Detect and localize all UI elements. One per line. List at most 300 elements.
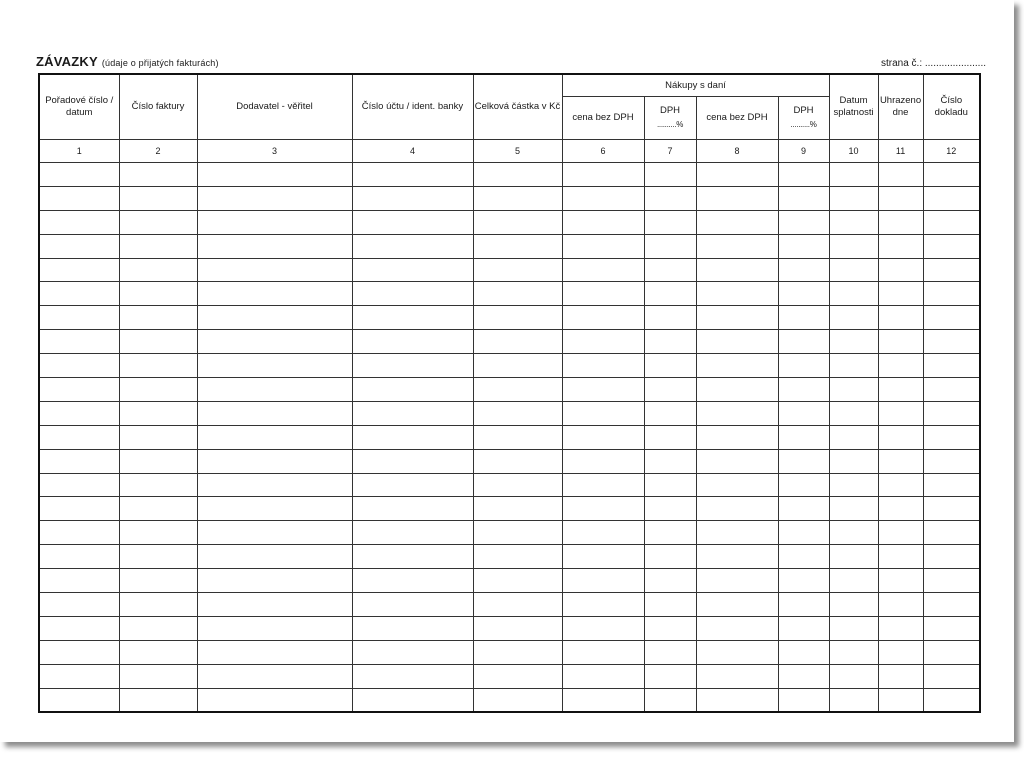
table-cell (473, 688, 562, 712)
table-cell (778, 425, 829, 449)
form-subtitle: (údaje o přijatých fakturách) (101, 58, 219, 68)
table-cell (562, 497, 644, 521)
table-row (39, 473, 980, 497)
table-cell (923, 234, 980, 258)
table-cell (923, 163, 980, 187)
table-cell (473, 378, 562, 402)
table-cell (39, 354, 119, 378)
table-cell (197, 186, 352, 210)
table-cell (352, 234, 473, 258)
col-header-8: cena bez DPH (696, 97, 778, 140)
table-cell (644, 330, 696, 354)
table-cell (197, 616, 352, 640)
table-cell (923, 545, 980, 569)
title-text: ZÁVAZKY (36, 54, 98, 69)
table-cell (39, 497, 119, 521)
table-cell (878, 282, 923, 306)
table-row (39, 163, 980, 187)
table-cell (829, 163, 878, 187)
table-cell (829, 354, 878, 378)
table-cell (923, 449, 980, 473)
table-row (39, 688, 980, 712)
table-cell (197, 401, 352, 425)
col-header-2: Číslo faktury (119, 74, 197, 140)
table-cell (352, 664, 473, 688)
table-cell (197, 521, 352, 545)
table-cell (644, 425, 696, 449)
table-cell (923, 425, 980, 449)
table-cell (473, 258, 562, 282)
table-cell (878, 210, 923, 234)
table-cell (352, 616, 473, 640)
table-cell (829, 449, 878, 473)
table-cell (644, 306, 696, 330)
table-cell (197, 234, 352, 258)
table-cell (473, 593, 562, 617)
table-cell (473, 664, 562, 688)
table-cell (562, 234, 644, 258)
table-cell (778, 163, 829, 187)
table-cell (39, 688, 119, 712)
table-cell (829, 186, 878, 210)
table-cell (696, 688, 778, 712)
table-cell (39, 425, 119, 449)
col-header-6: cena bez DPH (562, 97, 644, 140)
table-row (39, 664, 980, 688)
table-cell (923, 401, 980, 425)
table-cell (119, 330, 197, 354)
table-cell (473, 449, 562, 473)
table-row (39, 521, 980, 545)
column-number: 6 (562, 140, 644, 163)
table-cell (696, 258, 778, 282)
table-cell (197, 473, 352, 497)
table-cell (119, 569, 197, 593)
table-cell (473, 425, 562, 449)
column-number: 10 (829, 140, 878, 163)
table-cell (473, 186, 562, 210)
table-cell (352, 401, 473, 425)
table-cell (923, 354, 980, 378)
table-cell (197, 330, 352, 354)
column-number: 5 (473, 140, 562, 163)
table-cell (644, 210, 696, 234)
table-cell (923, 473, 980, 497)
table-cell (878, 306, 923, 330)
table-cell (39, 186, 119, 210)
table-cell (829, 378, 878, 402)
table-cell (829, 640, 878, 664)
table-cell (562, 306, 644, 330)
table-cell (778, 401, 829, 425)
table-cell (119, 688, 197, 712)
col-header-12: Číslo dokladu (923, 74, 980, 140)
table-cell (562, 616, 644, 640)
table-cell (352, 163, 473, 187)
table-cell (119, 473, 197, 497)
table-cell (778, 234, 829, 258)
table-cell (696, 425, 778, 449)
table-cell (39, 640, 119, 664)
table-cell (696, 473, 778, 497)
col-header-3: Dodavatel - věřitel (197, 74, 352, 140)
table-cell (878, 664, 923, 688)
table-cell (778, 664, 829, 688)
col-header-7-label: DPH (659, 105, 681, 116)
table-cell (39, 545, 119, 569)
table-cell (696, 545, 778, 569)
table-cell (644, 688, 696, 712)
table-cell (352, 449, 473, 473)
table-body (39, 140, 980, 713)
table-cell (473, 521, 562, 545)
table-cell (923, 282, 980, 306)
table-cell (562, 401, 644, 425)
table-cell (119, 593, 197, 617)
table-cell (878, 378, 923, 402)
table-cell (562, 664, 644, 688)
column-number: 1 (39, 140, 119, 163)
table-cell (923, 569, 980, 593)
table-cell (829, 330, 878, 354)
table-cell (39, 282, 119, 306)
table-cell (119, 616, 197, 640)
table-cell (829, 521, 878, 545)
table-cell (197, 569, 352, 593)
table-cell (778, 449, 829, 473)
table-cell (473, 497, 562, 521)
column-number-row (39, 140, 980, 163)
table-cell (878, 640, 923, 664)
table-cell (644, 282, 696, 306)
table-cell (644, 401, 696, 425)
table-cell (878, 449, 923, 473)
table-cell (778, 306, 829, 330)
table-row (39, 545, 980, 569)
table-cell (778, 378, 829, 402)
column-number: 11 (878, 140, 923, 163)
table-cell (562, 473, 644, 497)
table-cell (39, 521, 119, 545)
table-cell (878, 473, 923, 497)
table-cell (878, 688, 923, 712)
table-cell (197, 354, 352, 378)
table-row (39, 449, 980, 473)
table-cell (119, 545, 197, 569)
table-cell (923, 186, 980, 210)
table-cell (562, 186, 644, 210)
table-cell (119, 186, 197, 210)
table-cell (644, 258, 696, 282)
table-cell (562, 163, 644, 187)
table-cell (696, 234, 778, 258)
table-cell (39, 664, 119, 688)
table-cell (39, 378, 119, 402)
table-cell (197, 258, 352, 282)
table-cell (644, 354, 696, 378)
table-cell (696, 186, 778, 210)
table-cell (473, 616, 562, 640)
table-row (39, 616, 980, 640)
table-cell (829, 282, 878, 306)
table-cell (197, 664, 352, 688)
col-header-1: Pořadové číslo / datum (39, 74, 119, 140)
column-number: 7 (644, 140, 696, 163)
table-cell (696, 354, 778, 378)
table-cell (923, 378, 980, 402)
table-cell (562, 688, 644, 712)
table-cell (562, 640, 644, 664)
table-cell (829, 473, 878, 497)
table-cell (778, 640, 829, 664)
table-cell (644, 664, 696, 688)
table-cell (119, 282, 197, 306)
table-row (39, 593, 980, 617)
table-cell (696, 401, 778, 425)
table-cell (352, 258, 473, 282)
table-cell (878, 545, 923, 569)
table-cell (778, 616, 829, 640)
table-cell (644, 449, 696, 473)
table-cell (696, 449, 778, 473)
table-cell (696, 664, 778, 688)
table-cell (923, 497, 980, 521)
table-cell (562, 282, 644, 306)
table-row (39, 354, 980, 378)
table-cell (878, 569, 923, 593)
table-cell (878, 186, 923, 210)
table-cell (197, 497, 352, 521)
table-cell (829, 569, 878, 593)
col-header-10: Datum splatnosti (829, 74, 878, 140)
column-number: 3 (197, 140, 352, 163)
column-number: 9 (778, 140, 829, 163)
table-cell (352, 593, 473, 617)
table-cell (778, 282, 829, 306)
table-cell (39, 306, 119, 330)
col-header-9-label: DPH (793, 105, 814, 116)
table-cell (473, 569, 562, 593)
table-cell (39, 616, 119, 640)
table-cell (644, 593, 696, 617)
table-cell (644, 378, 696, 402)
table-cell (119, 640, 197, 664)
table-cell (778, 688, 829, 712)
table-cell (352, 545, 473, 569)
table-cell (562, 569, 644, 593)
table-row (39, 210, 980, 234)
table-cell (119, 163, 197, 187)
table-row (39, 186, 980, 210)
table-row (39, 640, 980, 664)
table-row (39, 282, 980, 306)
table-cell (119, 210, 197, 234)
table-cell (778, 210, 829, 234)
table-cell (878, 616, 923, 640)
table-cell (644, 616, 696, 640)
table-cell (778, 521, 829, 545)
table-cell (562, 545, 644, 569)
table-cell (644, 569, 696, 593)
table-cell (878, 234, 923, 258)
table-cell (778, 593, 829, 617)
table-row (39, 234, 980, 258)
table-cell (562, 354, 644, 378)
table-cell (473, 234, 562, 258)
table-row (39, 425, 980, 449)
table-cell (197, 545, 352, 569)
table-cell (39, 163, 119, 187)
liabilities-table (38, 73, 981, 713)
table-row (39, 330, 980, 354)
table-cell (197, 282, 352, 306)
table-cell (696, 378, 778, 402)
table-cell (923, 593, 980, 617)
table-cell (39, 473, 119, 497)
table-cell (923, 688, 980, 712)
table-cell (923, 210, 980, 234)
table-cell (878, 497, 923, 521)
table-cell (119, 378, 197, 402)
table-cell (644, 521, 696, 545)
table-cell (39, 330, 119, 354)
table-cell (197, 593, 352, 617)
table-cell (829, 210, 878, 234)
col-header-7 (644, 97, 696, 140)
page-number-label: strana č.: ...................... (880, 58, 986, 69)
table-cell (778, 330, 829, 354)
table-row (39, 497, 980, 521)
table-cell (352, 688, 473, 712)
table-cell (829, 664, 878, 688)
table-cell (829, 593, 878, 617)
table-cell (197, 449, 352, 473)
table-cell (696, 330, 778, 354)
table-cell (829, 234, 878, 258)
table-row (39, 306, 980, 330)
table-cell (878, 163, 923, 187)
table-cell (878, 354, 923, 378)
table-cell (39, 234, 119, 258)
table-cell (119, 425, 197, 449)
table-cell (197, 306, 352, 330)
table-cell (473, 282, 562, 306)
column-number: 8 (696, 140, 778, 163)
table-cell (197, 378, 352, 402)
table-cell (696, 163, 778, 187)
table-cell (878, 593, 923, 617)
col-header-9 (778, 97, 829, 140)
table-cell (778, 569, 829, 593)
table-row (39, 258, 980, 282)
column-number: 4 (352, 140, 473, 163)
table-cell (119, 664, 197, 688)
table-cell (39, 401, 119, 425)
col-header-7-percent: ..........% (656, 120, 684, 129)
table-cell (39, 258, 119, 282)
table-cell (644, 186, 696, 210)
col-header-9-percent: ..........% (790, 120, 817, 129)
table-cell (562, 521, 644, 545)
table-cell (829, 616, 878, 640)
table-cell (829, 545, 878, 569)
column-number: 2 (119, 140, 197, 163)
table-cell (352, 210, 473, 234)
table-cell (878, 521, 923, 545)
table-cell (829, 425, 878, 449)
form-title (36, 54, 219, 69)
table-cell (923, 616, 980, 640)
table-row (39, 569, 980, 593)
table-cell (39, 210, 119, 234)
table-cell (197, 425, 352, 449)
table-cell (778, 186, 829, 210)
table-cell (197, 163, 352, 187)
table-cell (352, 497, 473, 521)
table-cell (473, 306, 562, 330)
table-cell (562, 258, 644, 282)
table-cell (644, 640, 696, 664)
table-cell (119, 306, 197, 330)
table-cell (473, 545, 562, 569)
table-cell (778, 258, 829, 282)
table-cell (119, 497, 197, 521)
table-cell (644, 163, 696, 187)
table-cell (778, 545, 829, 569)
table-cell (878, 401, 923, 425)
table-cell (352, 640, 473, 664)
table-cell (562, 210, 644, 234)
header (36, 54, 986, 72)
table-cell (878, 258, 923, 282)
table-cell (778, 497, 829, 521)
table-cell (119, 521, 197, 545)
table-cell (829, 497, 878, 521)
table-cell (562, 330, 644, 354)
table-cell (473, 473, 562, 497)
group-header-purchases: Nákupy s daní (562, 74, 829, 97)
table-cell (352, 521, 473, 545)
table-cell (778, 473, 829, 497)
table-cell (39, 449, 119, 473)
table-cell (352, 473, 473, 497)
table-cell (352, 282, 473, 306)
table-cell (923, 640, 980, 664)
table-cell (352, 378, 473, 402)
table-cell (696, 521, 778, 545)
table-cell (923, 664, 980, 688)
table-cell (473, 401, 562, 425)
table-cell (119, 258, 197, 282)
table-cell (696, 593, 778, 617)
table-cell (352, 425, 473, 449)
table-row (39, 378, 980, 402)
table-cell (644, 545, 696, 569)
table-cell (696, 640, 778, 664)
table-cell (197, 688, 352, 712)
table-cell (352, 354, 473, 378)
table-cell (562, 425, 644, 449)
table-cell (644, 473, 696, 497)
table-cell (696, 497, 778, 521)
table-cell (119, 401, 197, 425)
table-cell (778, 354, 829, 378)
table-cell (473, 163, 562, 187)
col-header-4: Číslo účtu / ident. banky (352, 74, 473, 140)
table-cell (829, 306, 878, 330)
table-cell (923, 330, 980, 354)
table-cell (562, 449, 644, 473)
